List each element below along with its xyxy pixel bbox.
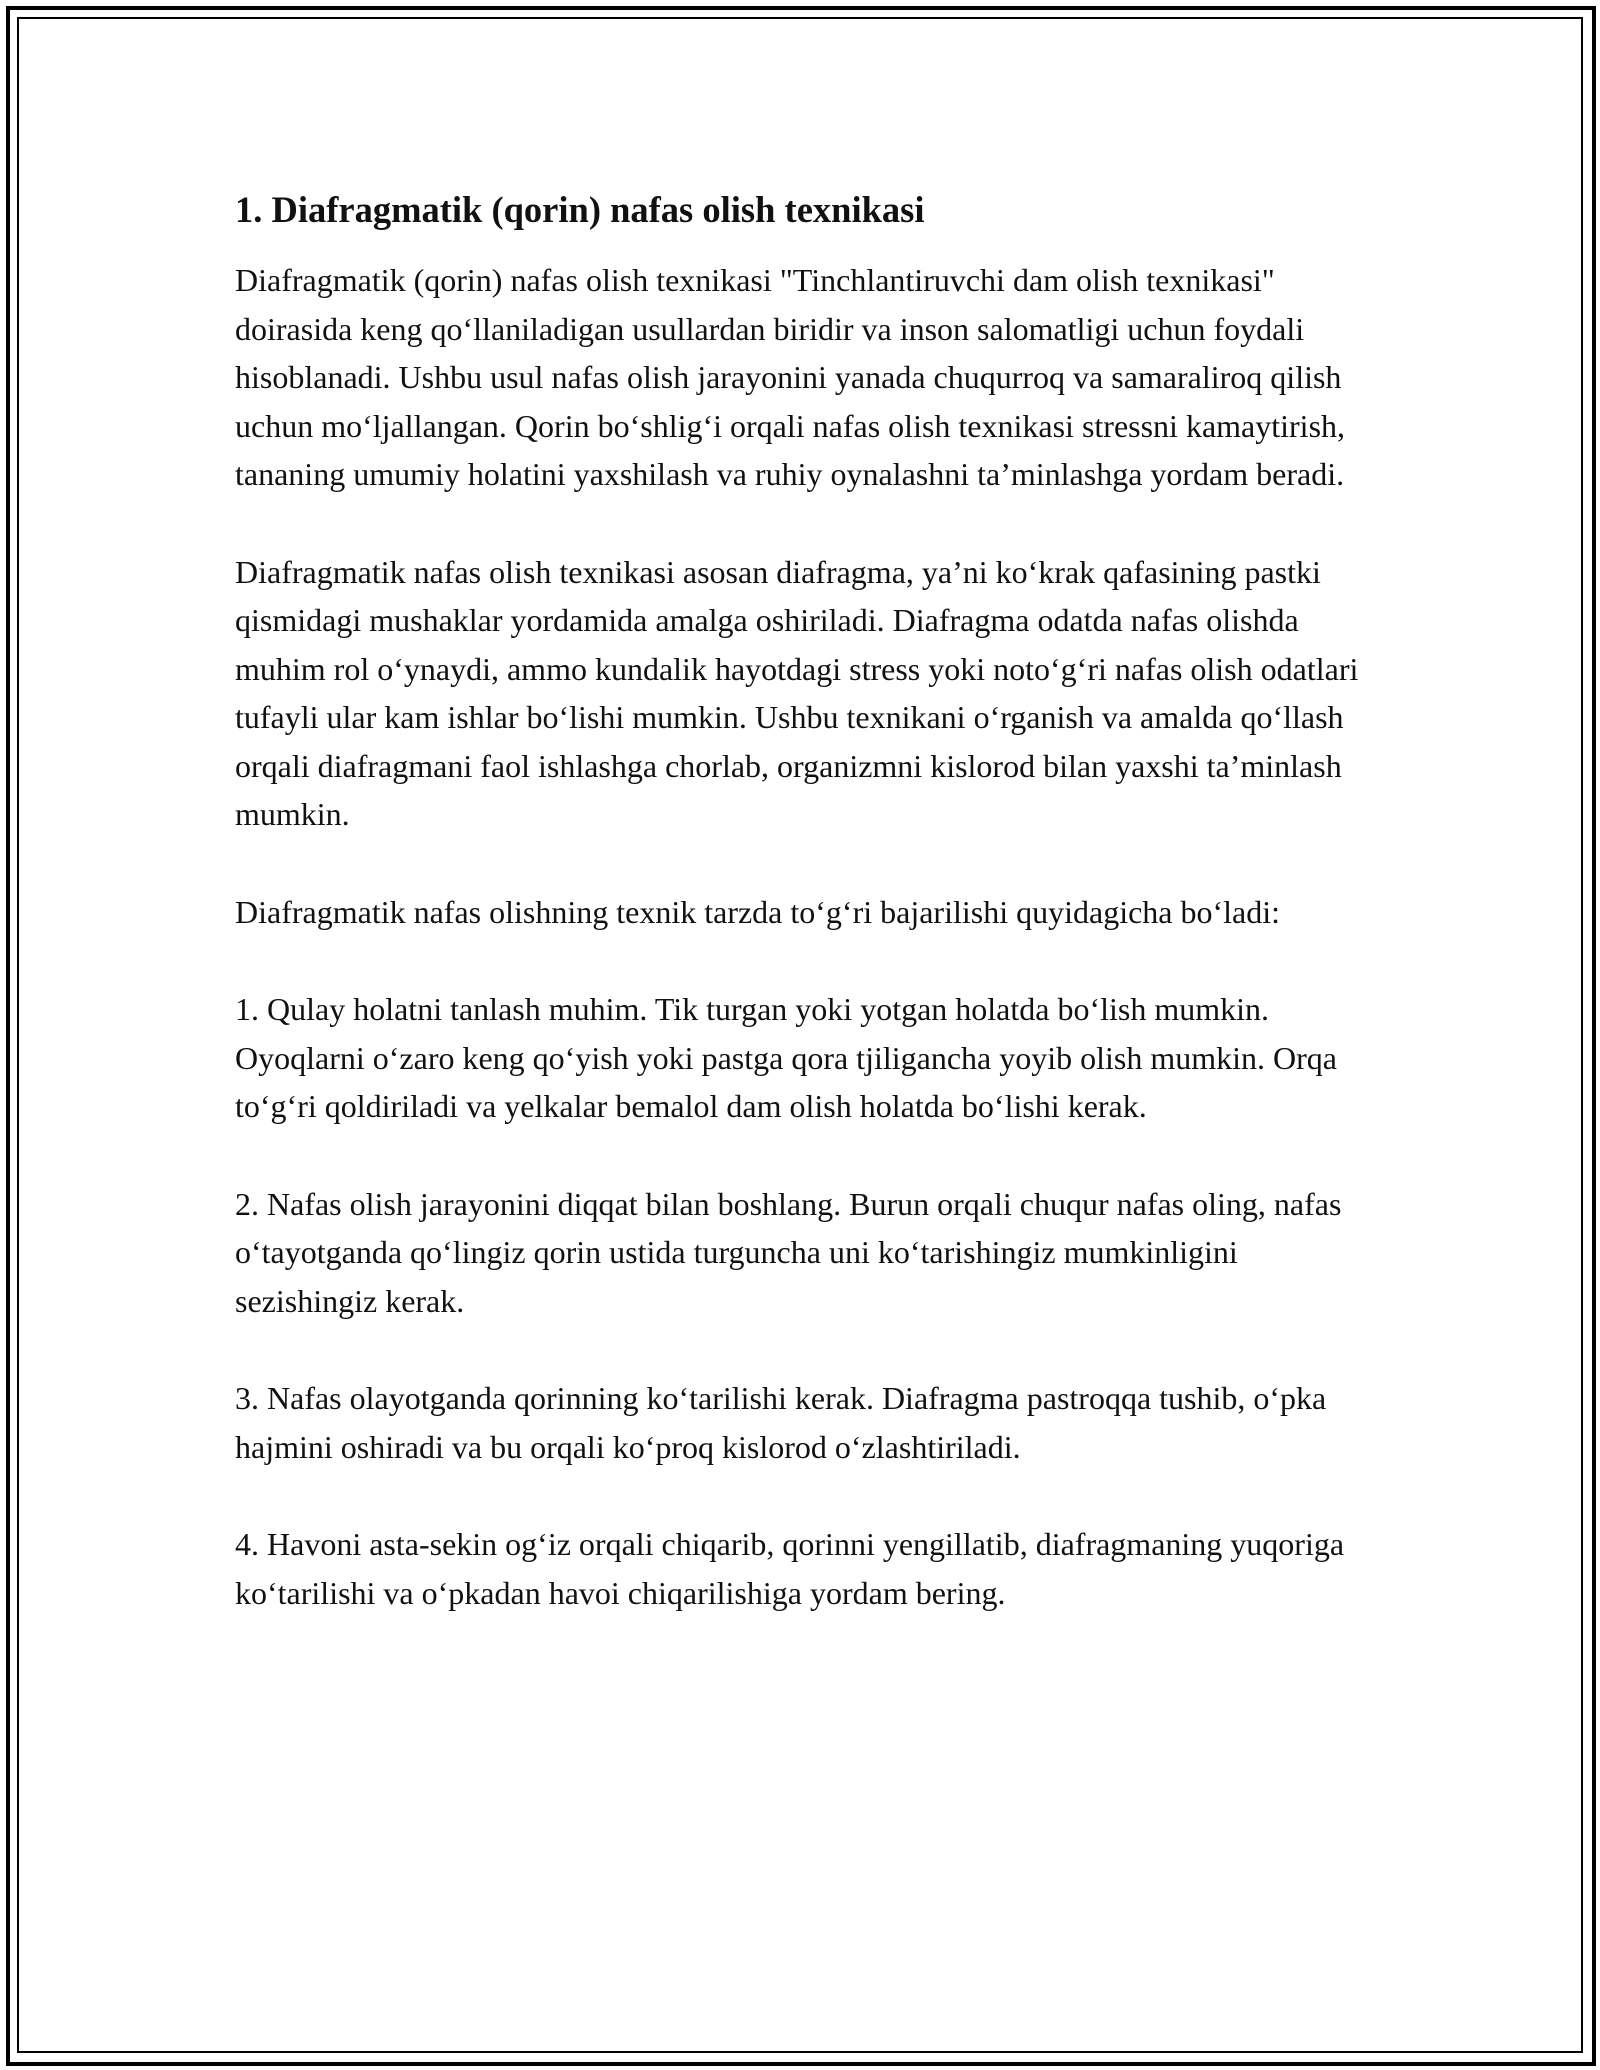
step-1: 1. Qulay holatni tanlash muhim. Tik turgan yoki yotgan holatda bo‘lish mumkin. Oyoqlarni o‘zaro keng qo‘yish yoki pastga qora tjiligancha yoyib olish mumkin. Orqa to‘g‘ri qoldiriladi va yelkalar bemalol dam olish holatda bo‘lishi kerak.	[235, 991, 1337, 1124]
step-3: 3. Nafas olayotganda qorinning ko‘tarilishi kerak. Diafragma pastroqqa tushib, o‘pka hajmini oshiradi va bu orqali ko‘proq kislorod o‘zlashtiriladi.	[235, 1380, 1327, 1465]
paragraph-diaphragm: Diafragmatik nafas olish texnikasi asosan diafragma, ya’ni ko‘krak qafasining pastki qismidagi mushaklar yordamida amalga oshiriladi. Diafragma odatda nafas olishda muhim rol o‘ynaydi, ammo kundalik hayotdagi stress yoki noto‘g‘ri nafas olish odatlari tufayli ular kam ishlar bo‘lishi mumkin. Ushbu texnikani o‘rganish va amalda qo‘llash orqali diafragmani faol ishlashga chorlab, organizmni kislorod bilan yaxshi ta’minlash mumkin.	[235, 553, 1359, 832]
paragraph-steps-intro: Diafragmatik nafas olishning texnik tarzda to‘g‘ri bajarilishi quyidagicha bo‘ladi:	[235, 893, 1281, 930]
paragraph-intro: Diafragmatik (qorin) nafas olish texnikasi "Tinchlantiruvchi dam olish texnikasi" doirasida keng qo‘llaniladigan usullardan biridir va inson salomatligi uchun foydali hisoblanadi. Ushbu usul nafas olish jarayonini yanada chuqurroq va samaraliroq qilish uchun mo‘ljallangan. Qorin bo‘shlig‘i orqali nafas olish texnikasi stressni kamaytirish, tananing umumiy holatini yaxshilash va ruhiy oynalashni ta’minlashga yordam beradi.	[235, 262, 1346, 492]
step-2: 2. Nafas olish jarayonini diqqat bilan boshlang. Burun orqali chuqur nafas oling, nafas o‘tayotganda qo‘lingiz qorin ustida turguncha uni ko‘tarishingiz mumkinligini sezishingiz kerak.	[235, 1185, 1342, 1319]
document-body	[235, 186, 1375, 1666]
step-4: 4. Havoni asta-sekin og‘iz orqali chiqarib, qorinni yengillatib, diafragmaning yuqoriga ko‘tarilishi va o‘pkadan havoi chiqarilishiga yordam bering.	[235, 1526, 1345, 1611]
section-heading: 1. Diafragmatik (qorin) nafas olish texnikasi	[235, 189, 925, 230]
